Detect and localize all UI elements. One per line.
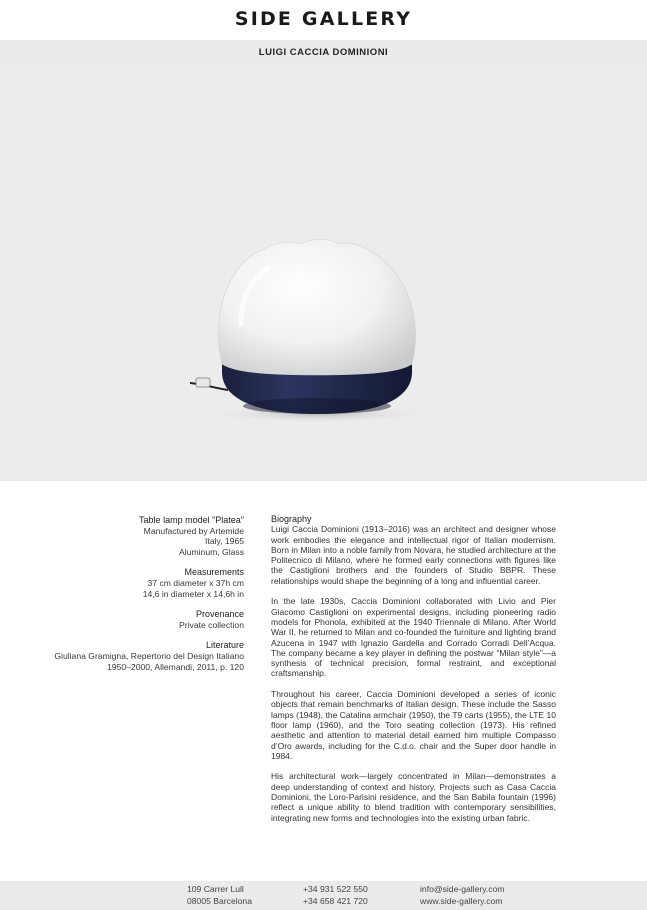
lamp-plug xyxy=(196,378,210,387)
provenance-heading: Provenance xyxy=(195,609,244,620)
gallery-logo: SIDE GALLERY xyxy=(234,8,413,30)
literature-line-1: Giuliana Gramigna, Repertorio del Design Italiano xyxy=(54,650,244,661)
artist-name: LUIGI CACCIA DOMINIONI xyxy=(258,47,389,58)
artwork-title: Table lamp model "Platea" xyxy=(139,515,244,525)
address-line-1: 109 Carrer Lull xyxy=(187,884,244,894)
product-photo xyxy=(0,66,647,481)
provenance-section xyxy=(20,609,244,630)
email-link[interactable]: info@side-gallery.com xyxy=(420,884,505,894)
biography-section xyxy=(271,514,556,833)
origin-year: Italy, 1965 xyxy=(204,536,244,547)
literature-heading: Literature xyxy=(205,640,244,651)
footer-phones xyxy=(303,884,368,907)
literature-section xyxy=(20,640,244,672)
phone-1[interactable]: +34 931 522 550 xyxy=(303,884,368,894)
measurements-heading: Measurements xyxy=(184,567,244,578)
biography-paragraph-1: Luigi Caccia Dominioni (1913–2016) was an architect and designer whose work embodies the elegance and intellectual rigor of Italian modernism. Born in Milan into a noble family from Novara, he studied architecture at the Politecnico di Milano, where he formed early connections with figures like the Castiglioni brothers and the founders of Studio BBPR. These relationships would shape the beginning of a long and influential career. xyxy=(271,524,556,586)
biography-heading: Biography xyxy=(271,514,312,524)
biography-paragraph-4: His architectural work—largely concentrated in Milan—demonstrates a deep understanding of context and history. Projects such as Casa Caccia Dominioni, the Loro-Parisini residence, and the San Babila fountain (1996) reflect a unique ability to blend tradition with contemporary sensibilities, integrating new forms and technologies into the existing urban fabric. xyxy=(271,771,556,823)
lamp-globe xyxy=(218,240,415,376)
provenance-value: Private collection xyxy=(179,619,244,630)
artwork-identity xyxy=(20,515,244,557)
manufacturer: Manufactured by Artemide xyxy=(143,525,244,536)
phone-2[interactable]: +34 658 421 720 xyxy=(303,895,368,906)
artist-name-bar xyxy=(0,40,647,66)
lamp-base-rim xyxy=(243,398,391,414)
measurements-cm: 37 cm diameter x 37h cm xyxy=(147,577,244,588)
materials: Aluminum, Glass xyxy=(179,546,244,557)
measurements-in: 14,6 in diameter x 14,6h in xyxy=(142,588,244,599)
address-line-2: 08005 Barcelona xyxy=(187,895,252,906)
literature-line-2: 1950–2000, Allemandi, 2011, p. 120 xyxy=(107,661,244,672)
footer xyxy=(0,881,647,910)
footer-address xyxy=(187,884,252,907)
biography-paragraph-2: In the late 1930s, Caccia Dominioni collaborated with Livio and Pier Giacomo Castiglioni on experimental designs, including pioneering radio models for Phonola, exhibited at the 1940 Triennale di Milano. After World War II, he returned to Milan and co-founded the furniture and lighting brand Azucena in 1947 with Ignazio Gardella and Corrado Corradi Dell’Acqua. The company became a key player in defining the postwar “Milan style”—a synthesis of technical precision, formal restraint, and exceptional craftsmanship. xyxy=(271,596,556,679)
measurements-section xyxy=(20,567,244,599)
footer-contact xyxy=(420,884,505,907)
biography-paragraph-3: Throughout his career, Caccia Dominioni developed a series of iconic objects that remain benchmarks of Italian design. These include the Sasso lamps (1948), the Catalina armchair (1950), the T9 carts (1955), the LTE 10 floor lamp (1960), and the Toro seating collection (1973). His refined aesthetic and attention to material detail earned him multiple Compasso d’Oro awards, including for the C.d.o. chair and the Super door handle in 1984. xyxy=(271,689,556,761)
artwork-details xyxy=(20,515,244,682)
lamp-illustration xyxy=(0,66,647,481)
website-link[interactable]: www.side-gallery.com xyxy=(420,895,503,906)
